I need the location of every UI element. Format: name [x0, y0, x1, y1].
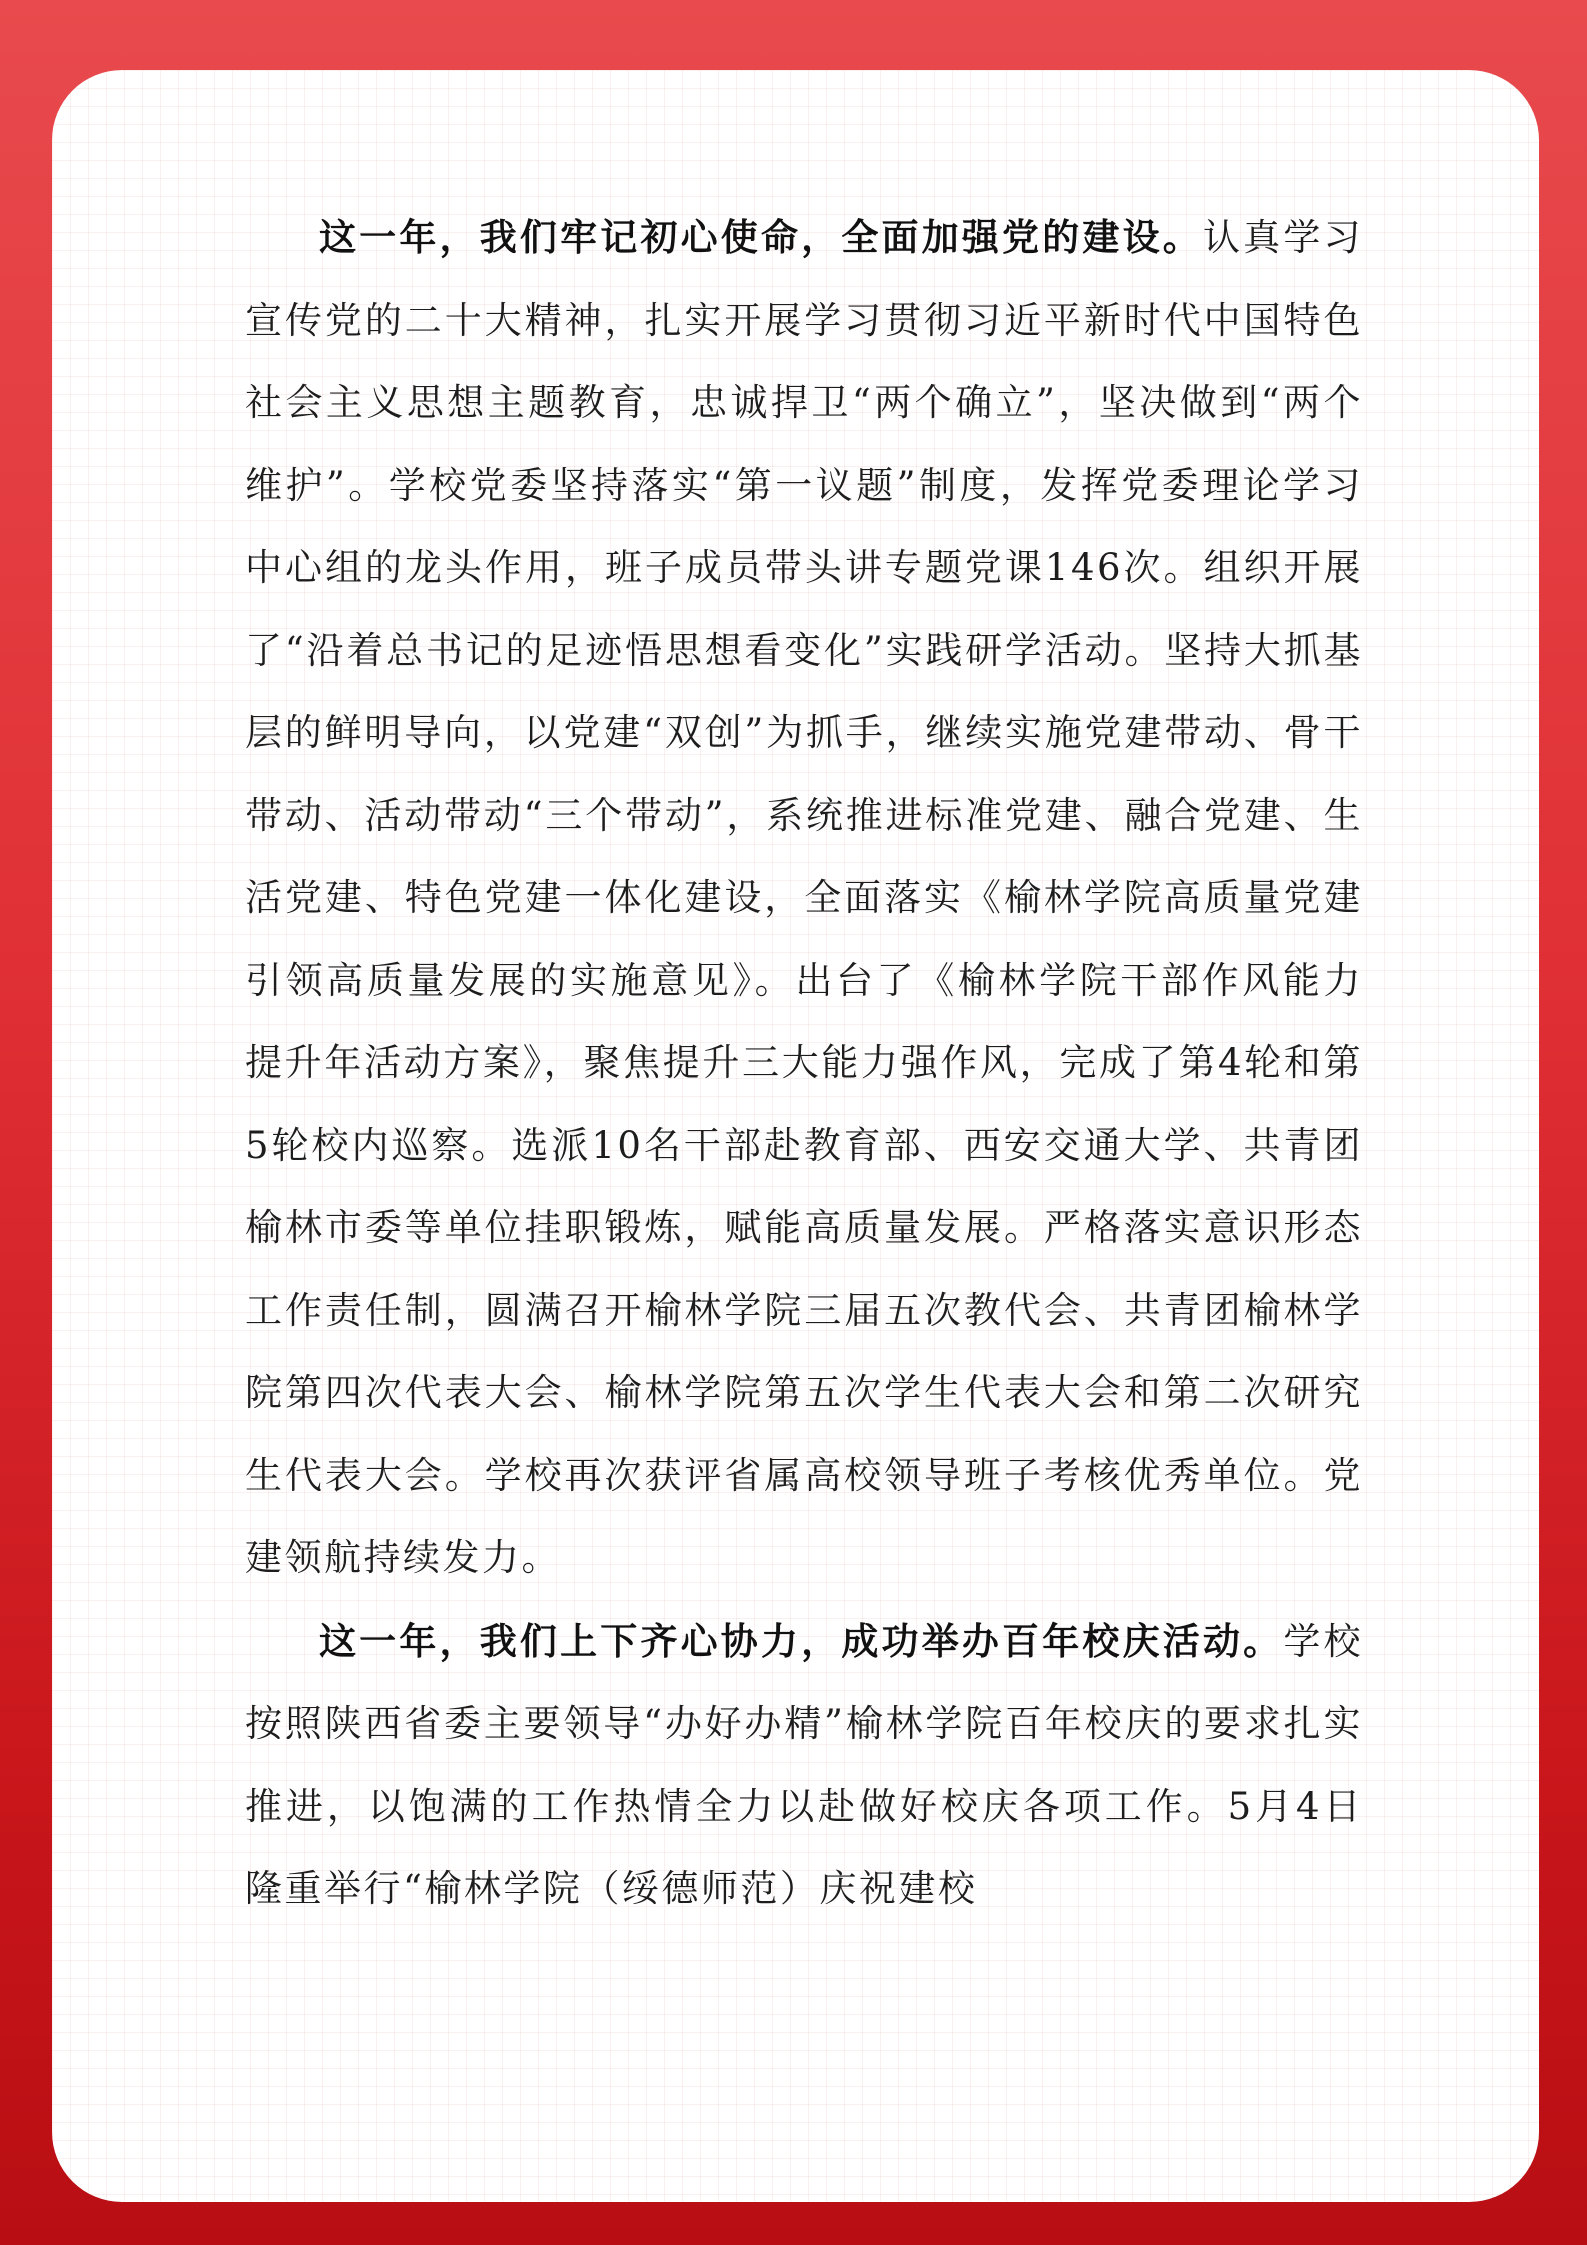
paragraph-lead: 这一年，我们上下齐心协力，成功举办百年校庆活动。: [319, 1618, 1284, 1663]
paragraph-text: 学校按照陕西省委主要领导“办好办精”榆林学院百年校庆的要求扎实推进，以饱满的工作热情全力以赴做好校庆各项工作。5月4日隆重举行“榆林学院（绥德师范）庆祝建校: [245, 1619, 1364, 1910]
paragraph-lead: 这一年，我们牢记初心使命，全面加强党的建设。: [319, 215, 1203, 259]
document-page: [52, 70, 1539, 2202]
article-body: [245, 196, 1363, 1931]
paragraph-centennial: [245, 1600, 1363, 1931]
paragraph-party-building: [245, 196, 1363, 1600]
paragraph-text: 认真学习宣传党的二十大精神，扎实开展学习贯彻习近平新时代中国特色社会主义思想主题教育，忠诚捍卫“两个确立”，坚决做到“两个维护”。学校党委坚持落实“第一议题”制度，发挥党委理论学习中心组的龙头作用，班子成员带头讲专题党课146次。组织开展了“沿着总书记的足迹悟思想看变化”实践研学活动。坚持大抓基层的鲜明导向，以党建“双创”为抓手，继续实施党建带动、骨干带动、活动带动“三个带动”，系统推进标准党建、融合党建、生活党建、特色党建一体化建设，全面落实《榆林学院高质量党建引领高质量发展的实施意见》。出台了《榆林学院干部作风能力提升年活动方案》，聚焦提升三大能力强作风，完成了第4轮和第5轮校内巡察。选派10名干部赴教育部、西安交通大学、共青团榆林市委等单位挂职锻炼，赋能高质量发展。严格落实意识形态工作责任制，圆满召开榆林学院三届五次教代会、共青团榆林学院第四次代表大会、榆林学院第五次学生代表大会和第二次研究生代表大会。学校再次获评省属高校领导班子考核优秀单位。党建领航持续发力。: [245, 216, 1364, 1579]
